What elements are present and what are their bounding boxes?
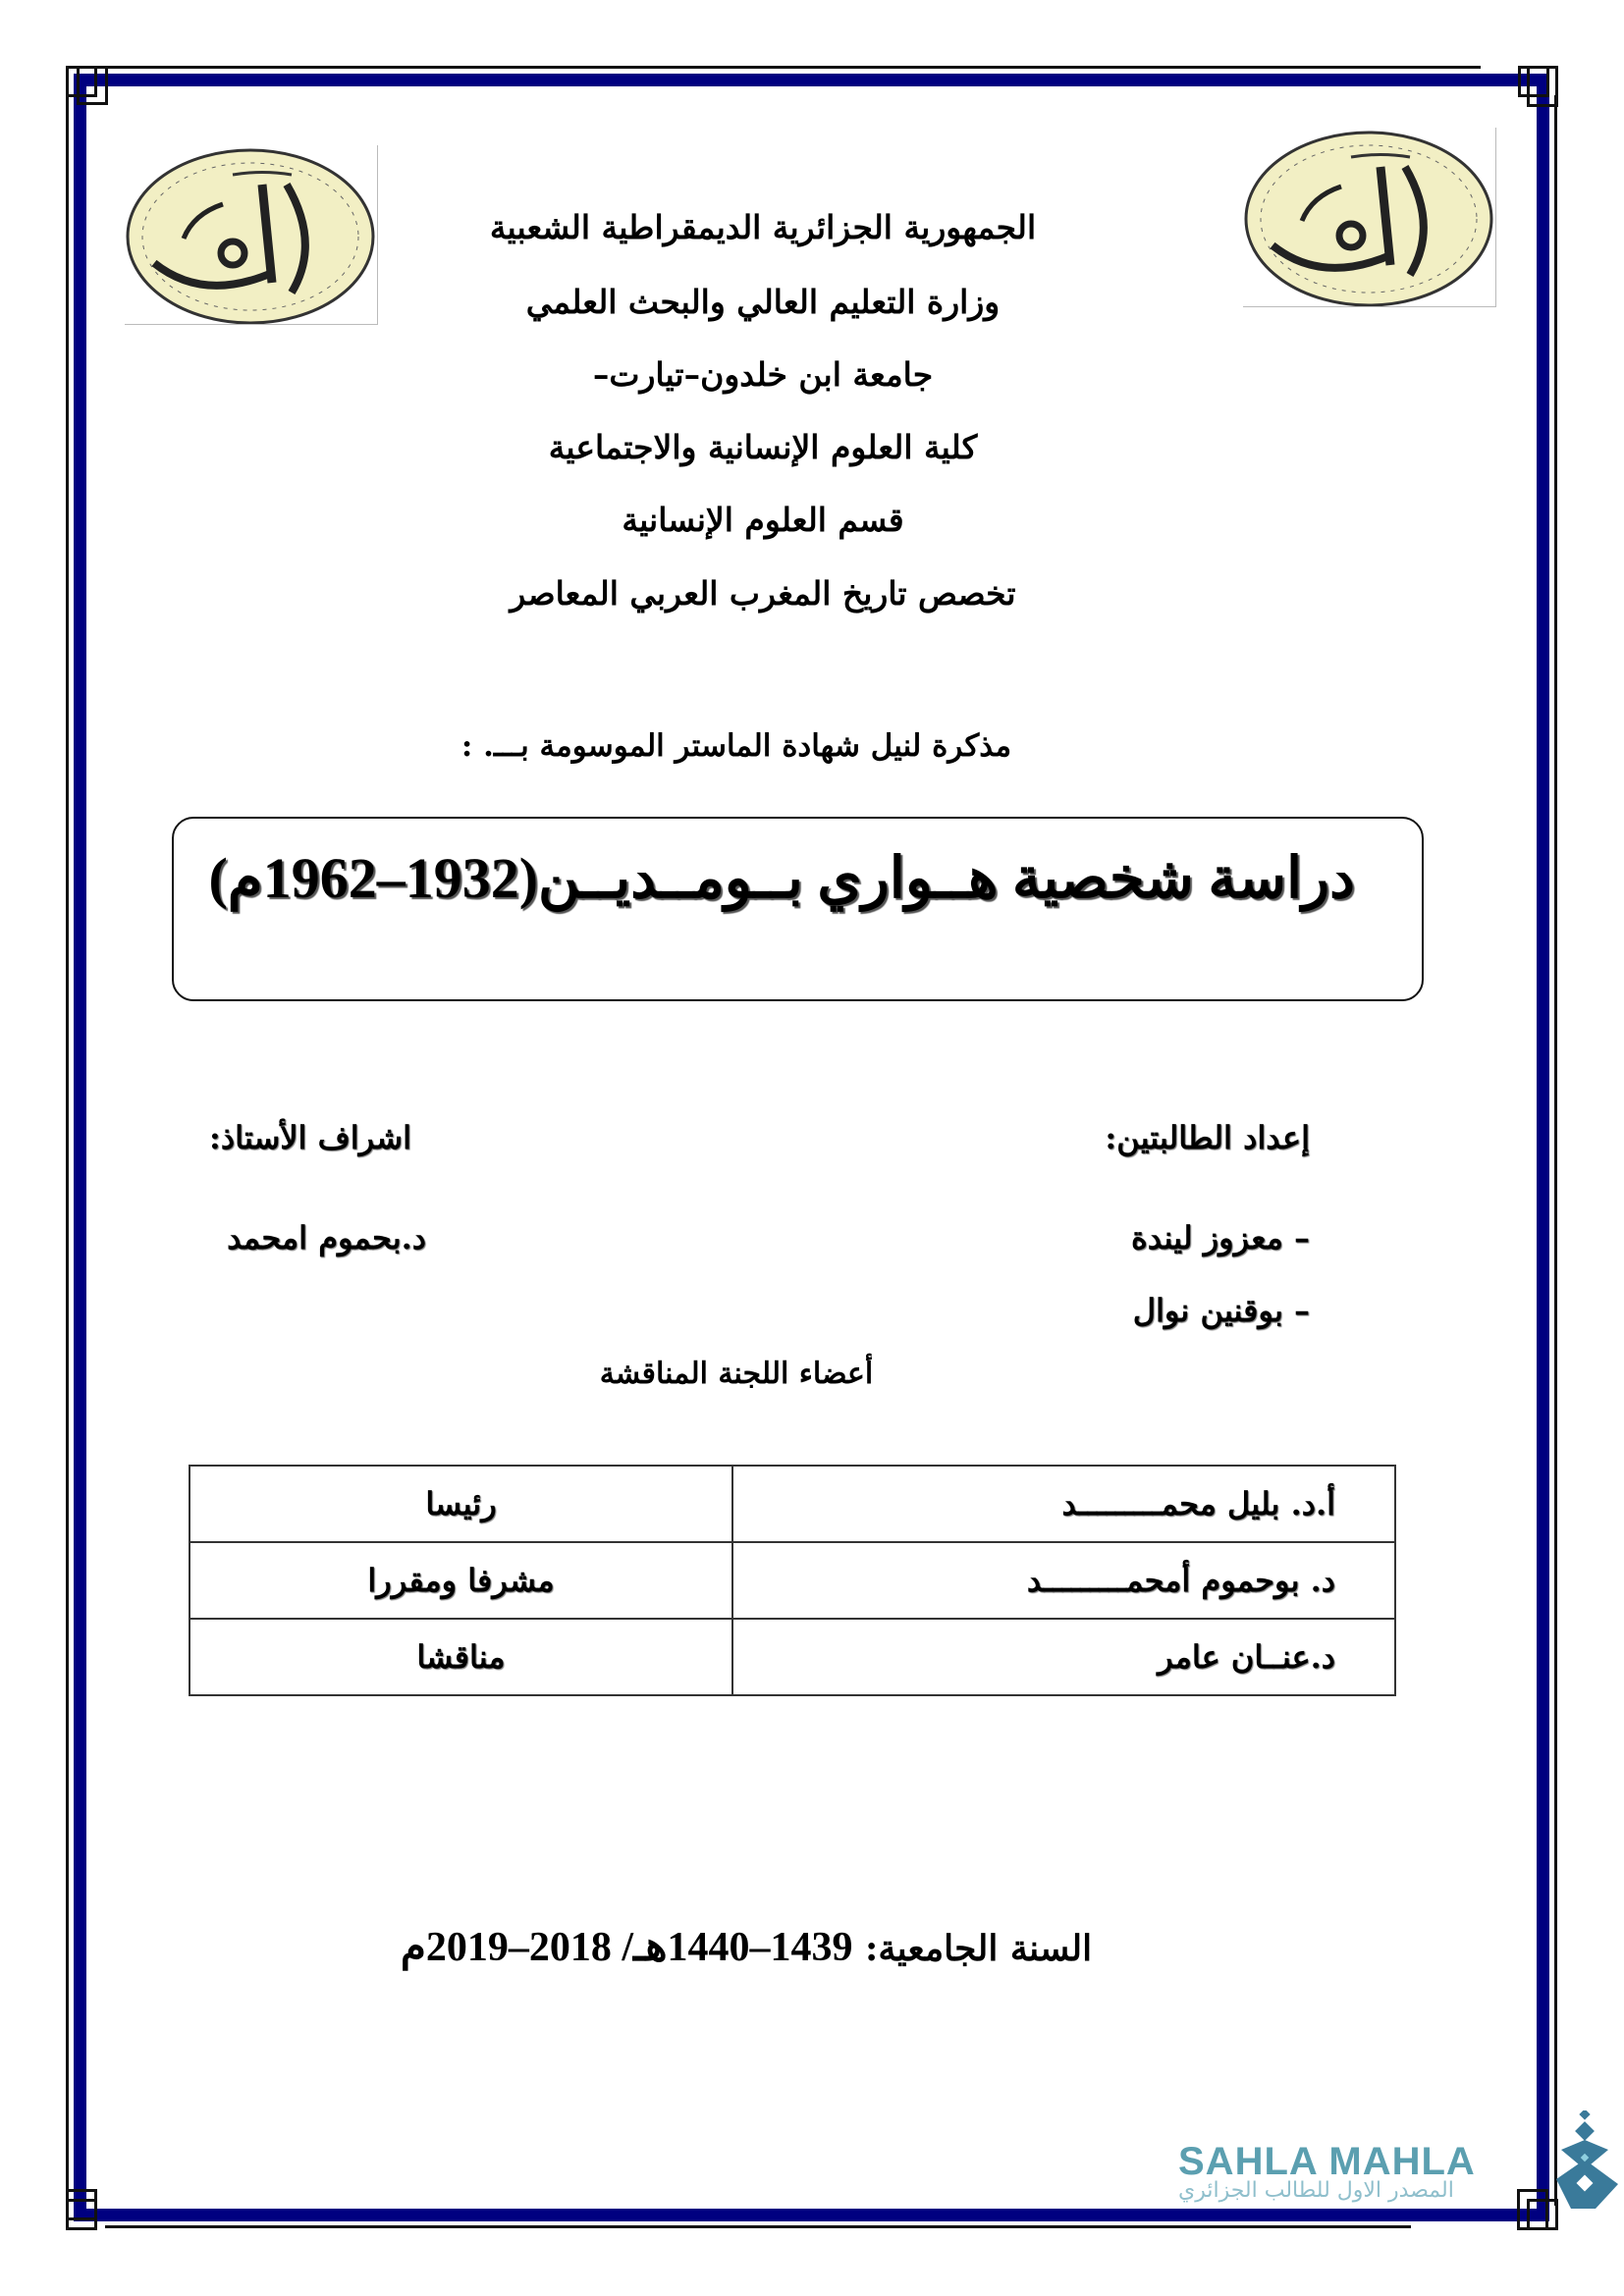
committee-member-name: د.عنــان عامر	[732, 1619, 1395, 1695]
watermark-title: SAHLA MAHLA	[1178, 2140, 1476, 2183]
committee-member-name: د. بوحموم أمحمـــــــــد	[732, 1542, 1395, 1619]
page-border-outer-bottom	[105, 2225, 1411, 2228]
header-faculty: كلية العلوم الإنسانية والاجتماعية	[548, 428, 978, 466]
table-row	[189, 1619, 1395, 1695]
page-border-outer-top	[106, 66, 1481, 69]
academic-year-value: 1439–1440هـ/ 2018–2019م	[400, 1925, 853, 1970]
corner-ornament-tr-2	[1527, 66, 1558, 107]
academic-year	[373, 1922, 1119, 1971]
student-name-1: – معزوز ليندة	[1130, 1219, 1310, 1256]
student-name-2: – بوقنين نوال	[1132, 1292, 1310, 1329]
committee-table	[189, 1465, 1396, 1696]
supervision-label: اشراف الأستاذ:	[209, 1119, 411, 1156]
committee-member-name: أ.د. بليل محمـــــــــد	[732, 1466, 1395, 1542]
committee-member-role: رئيسا	[189, 1466, 732, 1542]
table-row	[189, 1466, 1395, 1542]
committee-title: أعضاء اللجنة المناقشة	[599, 1357, 874, 1391]
corner-ornament-bl-2	[66, 2189, 97, 2220]
watermark-subtitle: المصدر الاول للطالب الجزائري	[1178, 2178, 1454, 2203]
corner-ornament-tl-2	[77, 66, 108, 105]
thesis-title: دراسة شخصية هــواري بــومــديــن(1932–1962م)	[208, 846, 1355, 910]
academic-year-label: السنة الجامعية:	[865, 1928, 1093, 1969]
header-republic: الجمهورية الجزائرية الديمقراطية الشعبية	[489, 208, 1037, 246]
watermark-logo-icon	[1551, 2110, 1624, 2218]
committee-member-role: مناقشا	[189, 1619, 732, 1695]
prepared-by-label: إعداد الطالبتين:	[1105, 1119, 1310, 1156]
header-specialty: تخصص تاريخ المغرب العربي المعاصر	[510, 574, 1016, 613]
memo-description: مذكرة لنيل شهادة الماستر الموسومة بـــ. :	[460, 728, 1012, 764]
supervisor-name: د.بحموم امحمد	[227, 1219, 426, 1256]
watermark	[1178, 2140, 1571, 2203]
header-ministry: وزارة التعليم العالي والبحث العلمي	[525, 283, 1001, 321]
table-row	[189, 1542, 1395, 1619]
header-university: جامعة ابن خلدون–تيارت–	[592, 355, 934, 394]
header-department: قسم العلوم الإنسانية	[622, 501, 904, 539]
committee-member-role: مشرفا ومقررا	[189, 1542, 732, 1619]
